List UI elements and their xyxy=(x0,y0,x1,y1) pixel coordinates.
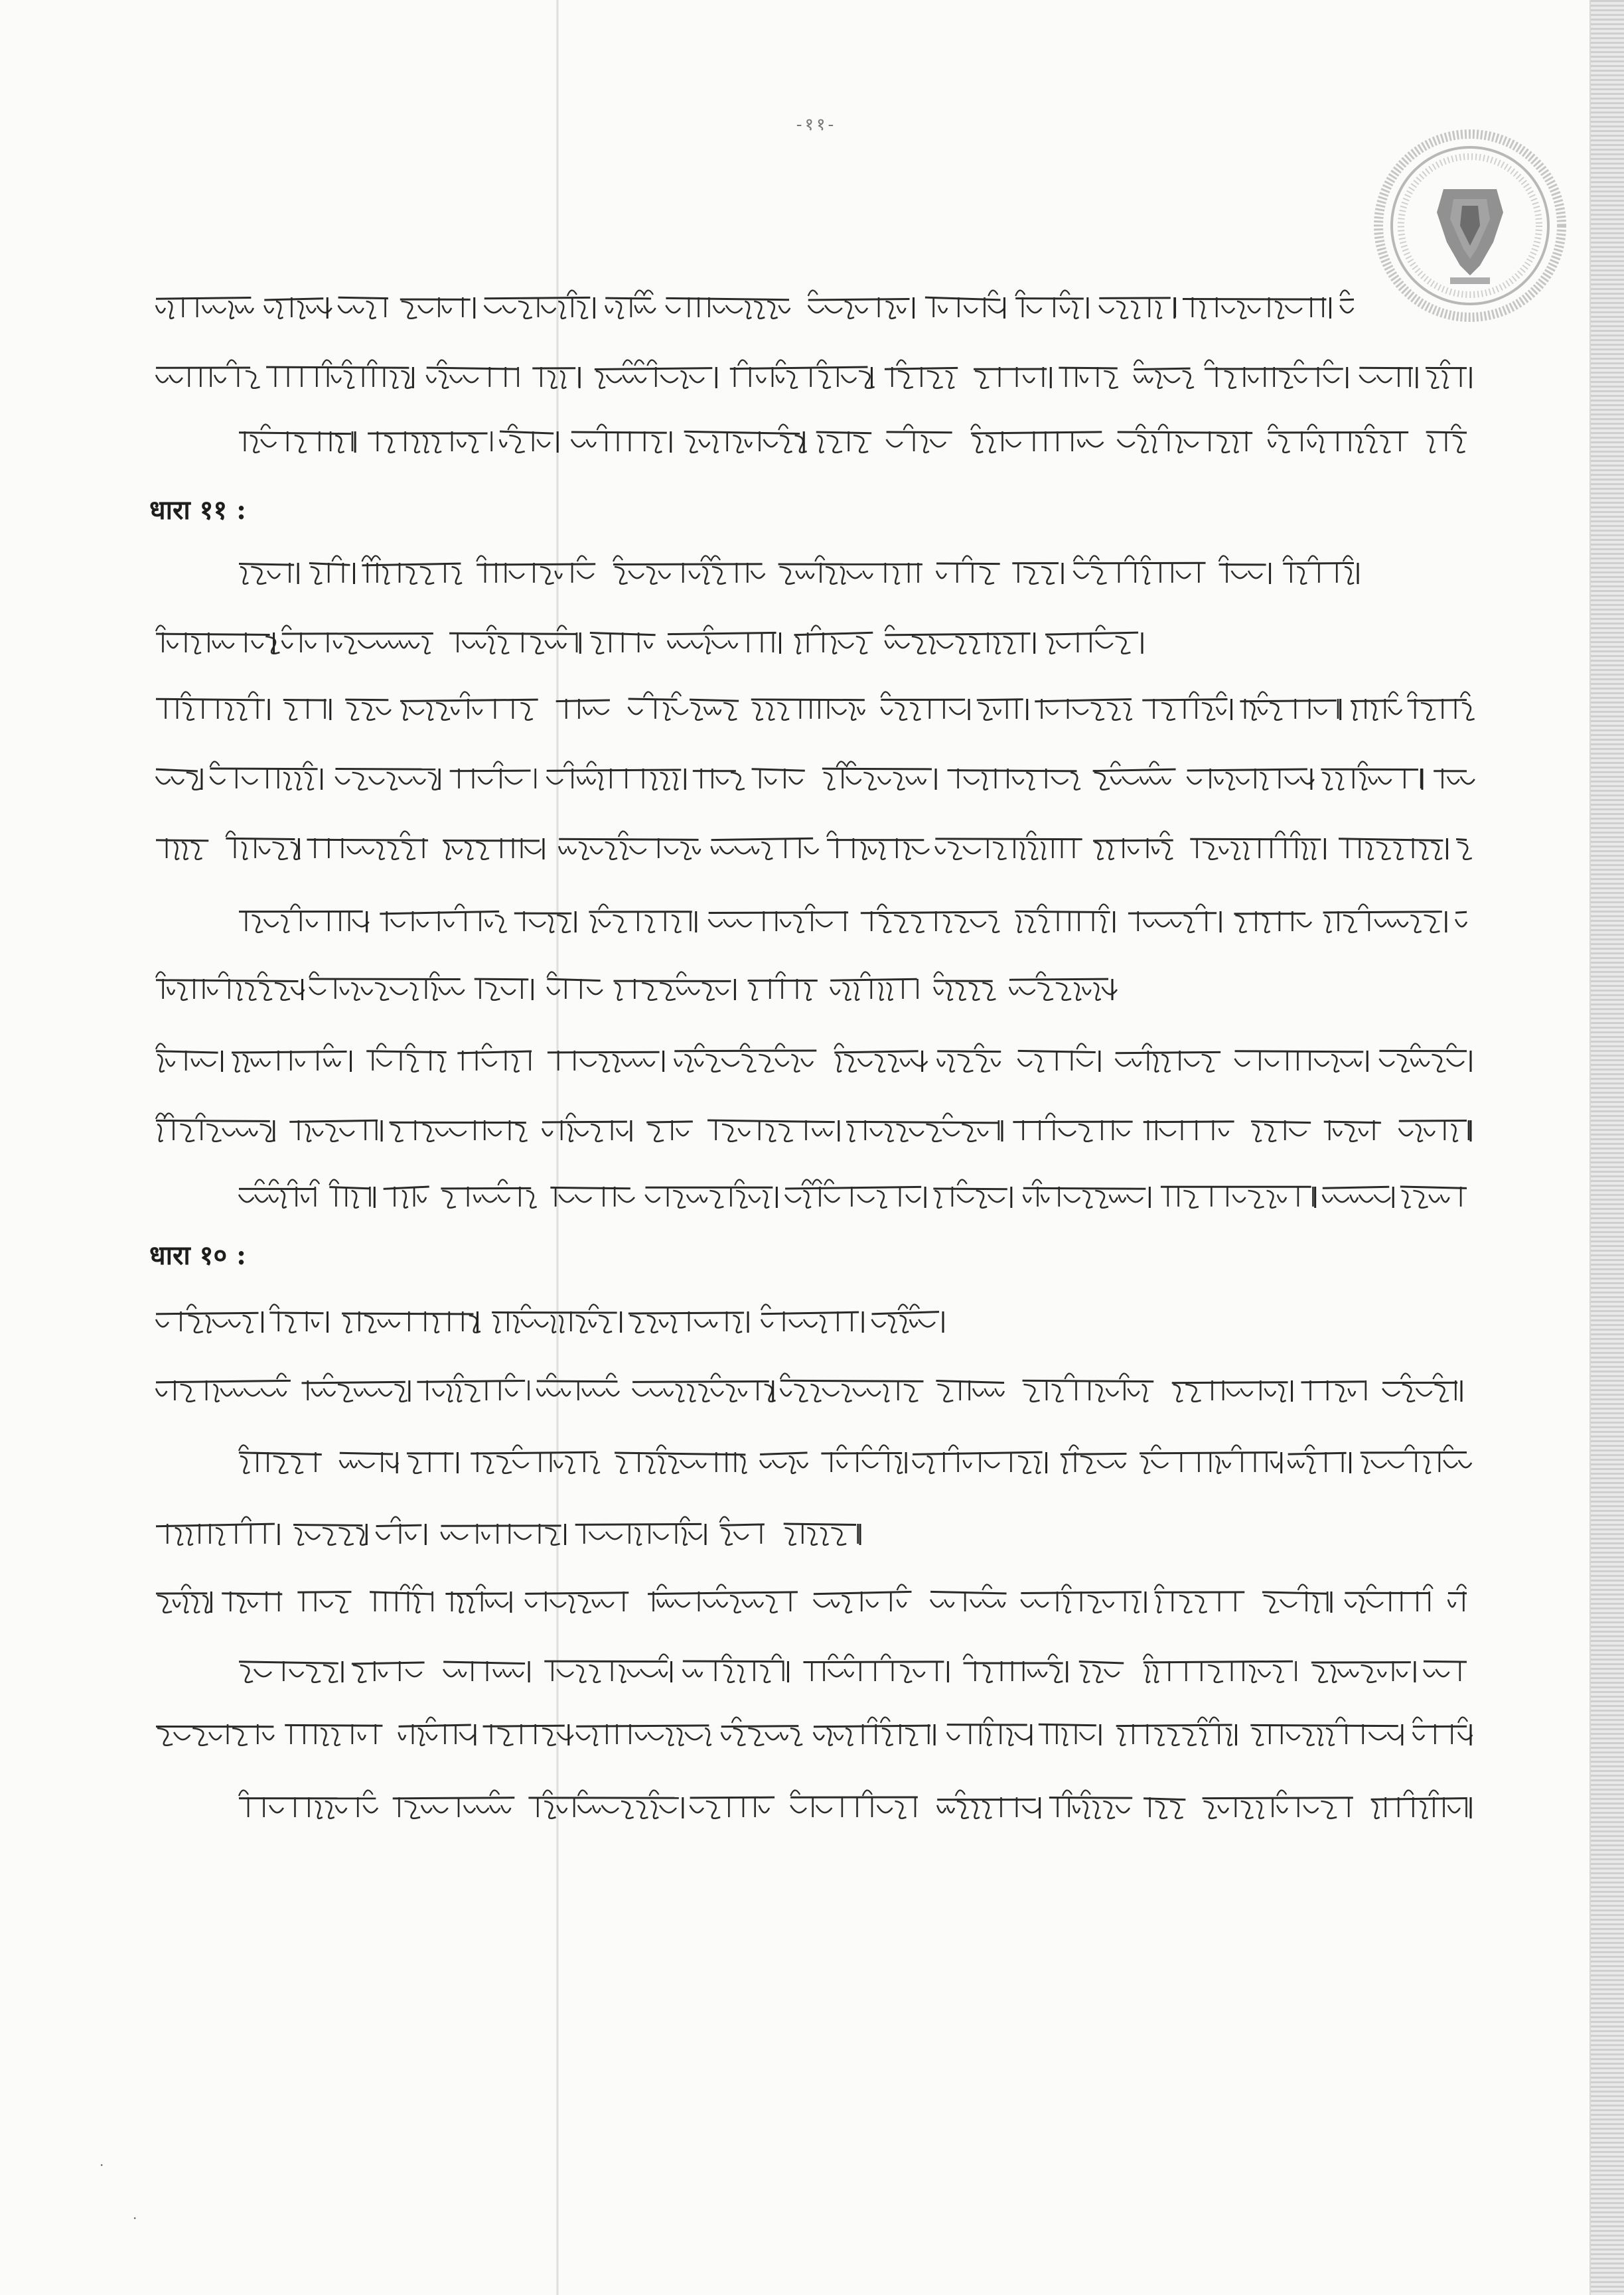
handwritten-text-line xyxy=(239,555,1358,584)
page-number: -११- xyxy=(796,115,837,135)
handwritten-text-line xyxy=(156,761,1475,790)
handwritten-text-line xyxy=(156,1717,1472,1745)
handwritten-text-line xyxy=(156,1584,1467,1613)
section-heading: धारा १० : xyxy=(149,1240,246,1271)
handwritten-text-line xyxy=(156,831,1472,859)
handwritten-text-line xyxy=(156,1043,1471,1072)
handwritten-text-line xyxy=(239,1654,1467,1682)
handwritten-text-line xyxy=(156,360,1471,388)
handwritten-text-line xyxy=(239,904,1467,932)
handwritten-text-line xyxy=(156,1373,1461,1402)
handwritten-text-line xyxy=(156,1304,943,1333)
handwritten-text-line xyxy=(156,972,1117,1000)
handwritten-text-line xyxy=(239,1445,1471,1473)
scan-speck: · xyxy=(100,2157,104,2173)
handwritten-text-line xyxy=(156,692,1475,720)
handwritten-text-line xyxy=(239,1790,1471,1818)
section-heading: धारा ११ : xyxy=(149,494,246,526)
handwritten-text-line xyxy=(156,625,1142,654)
handwritten-text-line xyxy=(239,424,1467,453)
handwritten-text-line xyxy=(239,1179,1467,1208)
scan-speck: · xyxy=(133,2210,137,2226)
handwritten-text-line xyxy=(156,1113,1471,1142)
handwritten-text-line xyxy=(156,1517,860,1545)
handwritten-text-line xyxy=(156,290,1354,319)
